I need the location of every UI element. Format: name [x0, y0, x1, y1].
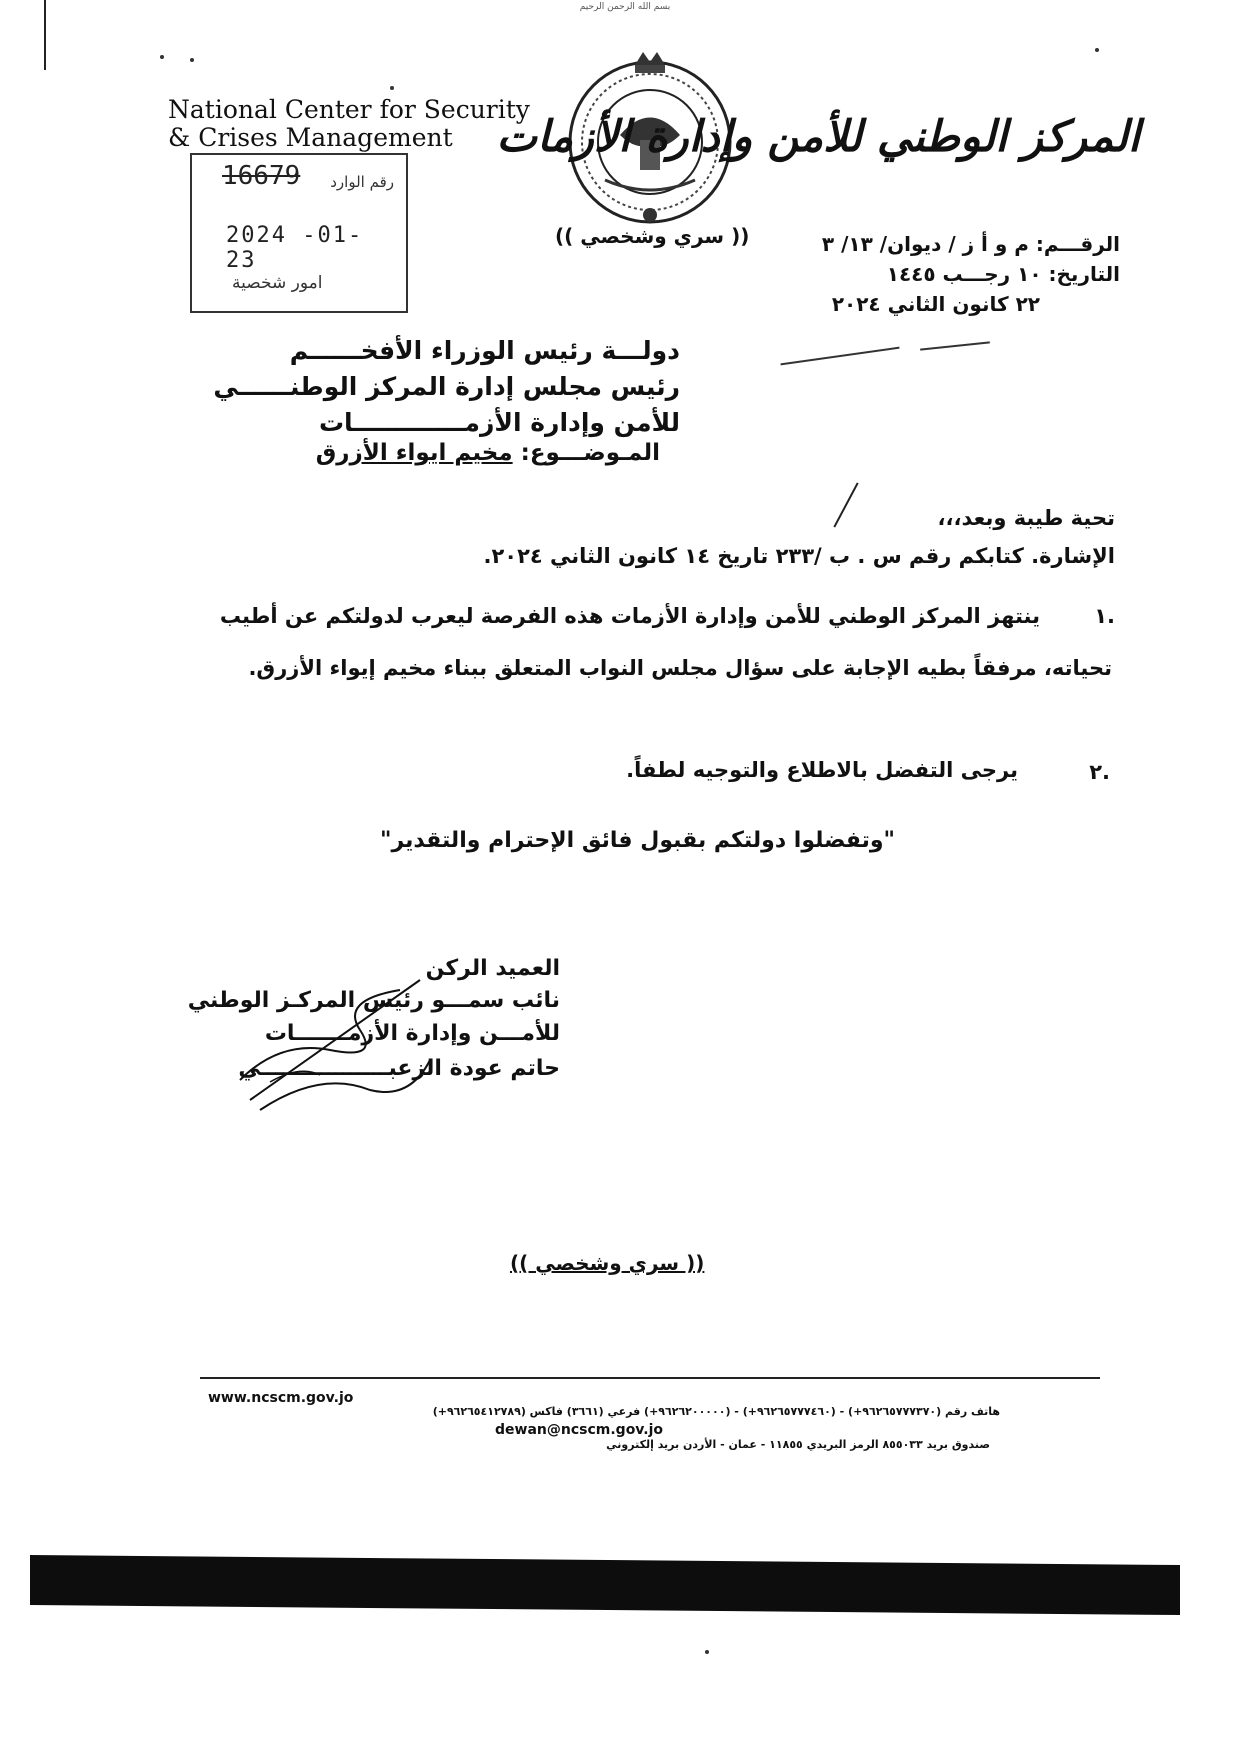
handwritten-stroke [920, 341, 990, 350]
scan-speck [160, 55, 164, 59]
paragraph-2-text: يرجى التفضل بالاطلاع والتوجيه لطفاً. [626, 758, 1018, 782]
addressee-line3: للأمن وإدارة الأزمـــــــــــــات [318, 408, 680, 437]
footer-email: dewan@ncscm.gov.jo [495, 1422, 664, 1438]
scan-speck [390, 86, 394, 90]
scan-speck [190, 58, 194, 62]
handwritten-mark [833, 482, 858, 527]
closing-line: "وتفضلوا دولتكم بقبول فائق الإحترام والتقدير" [380, 828, 896, 853]
paragraph-1-line2: تحياته، مرفقاً بطيه الإجابة على سؤال مجلس النواب المتعلق ببناء مخيم إيواء الأزرق. [248, 656, 1112, 680]
scan-speck [1095, 48, 1099, 52]
addressee-line2: رئيس مجلس إدارة المركز الوطنــــــي [213, 372, 680, 401]
signatory-title-line2: للأمـــن وإدارة الأزمـــــــات [264, 1021, 560, 1046]
subject-value: مخيم ايواء الأزرق [315, 440, 513, 466]
subject-label: المـوضـــوع: [520, 440, 660, 466]
paragraph-1-line1: ينتهز المركز الوطني للأمن وإدارة الأزمات هذه الفرصة ليعرب لدولتكم عن أطيب [219, 604, 1040, 628]
subject-line [316, 440, 660, 466]
handwritten-stroke [780, 347, 899, 366]
english-center-name [168, 96, 530, 152]
addressee-line1: دولـــة رئيس الوزراء الأفخــــــم [289, 336, 680, 365]
footer-divider [200, 1377, 1100, 1379]
english-name-line2: & Crises Management [168, 123, 453, 152]
signatory-title-line1: نائب سمـــو رئيس المركـز الوطني [187, 988, 560, 1013]
footer-phones: هاتف رقم (٩٦٢٦٥٧٧٧٣٧٠+) - (٩٦٢٦٥٧٧٧٤٦٠+) - (٩٦٢٦٢٠٠٠٠٠+) فرعي (٣٦٦١) فاكس (٩٦٢٦٥٤١٢٧٨٩+) [432, 1405, 1000, 1418]
reference-date-hijri [887, 262, 1120, 286]
signatory-rank: العميد الركن [425, 956, 560, 981]
signatory-name: حاتم عودة الزعبـــــــــــــــــي [238, 1056, 560, 1081]
reference-date-gregorian: ٢٢ كانون الثاني ٢٠٢٤ [831, 292, 1040, 316]
reference-number-label: الرقـــم: [1035, 232, 1120, 256]
classification-bottom: (( سري وشخصي )) [510, 1251, 705, 1275]
scan-edge-line [44, 0, 46, 70]
paragraph-2-number: ٢. [1089, 760, 1110, 784]
stamp-number: 16679 [222, 161, 301, 191]
reference-date-hijri-value: ١٠ رجـــب ١٤٤٥ [886, 262, 1042, 286]
reference-date-label: التاريخ: [1048, 262, 1120, 286]
handwritten-signature-icon [220, 970, 460, 1120]
english-name-line1: National Center for Security [168, 95, 530, 124]
reference-number-value: م و أ ز / ديوان/ ١٣/ ٣ [821, 232, 1029, 256]
incoming-stamp [190, 153, 408, 313]
scan-edge-shadow [30, 1555, 1180, 1615]
stamp-department: امور شخصية [232, 273, 323, 293]
greeting: تحية طيبة وبعد،،، [937, 506, 1115, 530]
footer-website: www.ncscm.gov.jo [208, 1390, 354, 1406]
stamp-date: 2024 -01- 23 [226, 223, 364, 273]
stamp-label: رقم الوارد [330, 173, 394, 191]
paragraph-1-number: ١. [1094, 604, 1115, 628]
reference-line: الإشارة. كتابكم رقم س . ب /٢٣٣ تاريخ ١٤ كانون الثاني ٢٠٢٤. [483, 544, 1115, 568]
arabic-center-name: المركز الوطني للأمن وإدارة الأزمات [496, 112, 1140, 162]
scan-speck [705, 1650, 709, 1654]
reference-number [822, 232, 1120, 256]
classification-top: (( سري وشخصي )) [555, 224, 750, 248]
footer-postal-address: صندوق بريد ٨٥٥٠٣٣ الرمز البريدي ١١٨٥٥ - عمان - الأردن بريد إلكتروني [606, 1438, 990, 1451]
top-strip-text: بسم الله الرحمن الرحيم [579, 2, 671, 12]
